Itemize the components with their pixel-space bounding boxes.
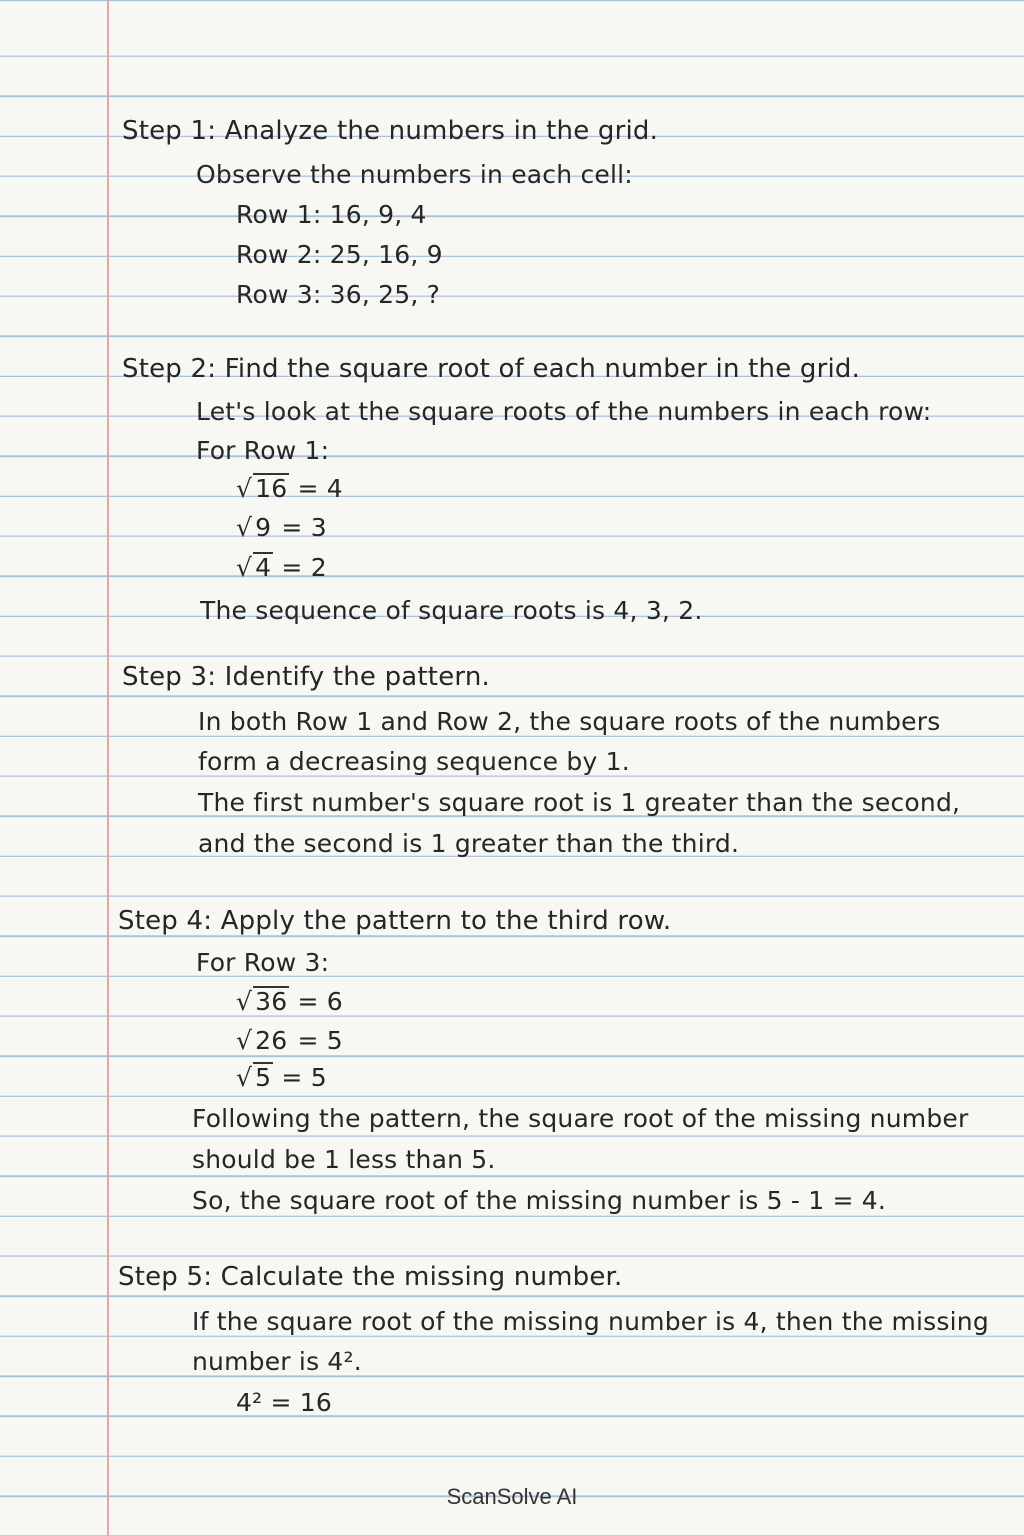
radical-sign: √ [236, 553, 253, 582]
step4-root-3 [236, 1061, 327, 1095]
radicand: 9 [255, 513, 272, 542]
step4-heading: Step 4: Apply the pattern to the third row. [118, 906, 672, 936]
step4-root-2 [236, 1024, 343, 1058]
step2-for-row: For Row 1: [196, 436, 330, 465]
step3-line-2: form a decreasing sequence by 1. [198, 747, 630, 776]
step5-line-2: number is 4². [192, 1347, 362, 1376]
radicand: 4 [255, 553, 272, 582]
root-result: = 4 [297, 474, 343, 503]
step3-line-3: The first number's square root is 1 greater than the second, [198, 788, 961, 817]
step2-conclusion: The sequence of square roots is 4, 3, 2. [200, 596, 703, 625]
radicand: 26 [255, 1026, 288, 1055]
step2-root-2 [236, 511, 327, 545]
step1-intro: Observe the numbers in each cell: [196, 160, 633, 189]
radical-sign: √ [236, 987, 253, 1016]
step3-line-1: In both Row 1 and Row 2, the square roots of the numbers [198, 707, 941, 736]
step4-line-2: should be 1 less than 5. [192, 1145, 496, 1174]
root-result: = 5 [281, 1063, 327, 1092]
notebook-margin-line [107, 0, 109, 1536]
radicand: 16 [255, 474, 288, 503]
step1-row1: Row 1: 16, 9, 4 [236, 200, 427, 229]
step4-for-row: For Row 3: [196, 948, 330, 977]
radical-sign: √ [236, 513, 253, 542]
step3-line-4: and the second is 1 greater than the third. [198, 829, 740, 858]
step2-root-3 [236, 551, 327, 585]
step3-heading: Step 3: Identify the pattern. [122, 662, 490, 692]
radicand: 5 [255, 1063, 272, 1092]
step4-root-1 [236, 985, 343, 1019]
radicand: 36 [255, 987, 288, 1016]
step5-equation: 4² = 16 [236, 1388, 332, 1417]
radical-sign: √ [236, 474, 253, 503]
root-result: = 2 [281, 553, 327, 582]
step2-intro: Let's look at the square roots of the numbers in each row: [196, 397, 932, 426]
root-result: = 6 [297, 987, 343, 1016]
footer-brand: ScanSolve AI [446, 1484, 578, 1509]
step1-row3: Row 3: 36, 25, ? [236, 280, 441, 309]
radical-sign: √ [236, 1063, 253, 1092]
step2-heading: Step 2: Find the square root of each number in the grid. [122, 354, 861, 384]
step2-root-1 [236, 472, 343, 506]
root-result: = 3 [281, 513, 327, 542]
step1-heading: Step 1: Analyze the numbers in the grid. [122, 116, 659, 146]
step1-row2: Row 2: 25, 16, 9 [236, 240, 443, 269]
step4-line-3: So, the square root of the missing number is 5 - 1 = 4. [192, 1186, 887, 1215]
root-result: = 5 [297, 1026, 343, 1055]
radical-sign: √ [236, 1026, 253, 1055]
step5-heading: Step 5: Calculate the missing number. [118, 1262, 623, 1292]
step5-line-1: If the square root of the missing number is 4, then the missing [192, 1307, 989, 1336]
step4-line-1: Following the pattern, the square root of the missing number [192, 1104, 969, 1133]
